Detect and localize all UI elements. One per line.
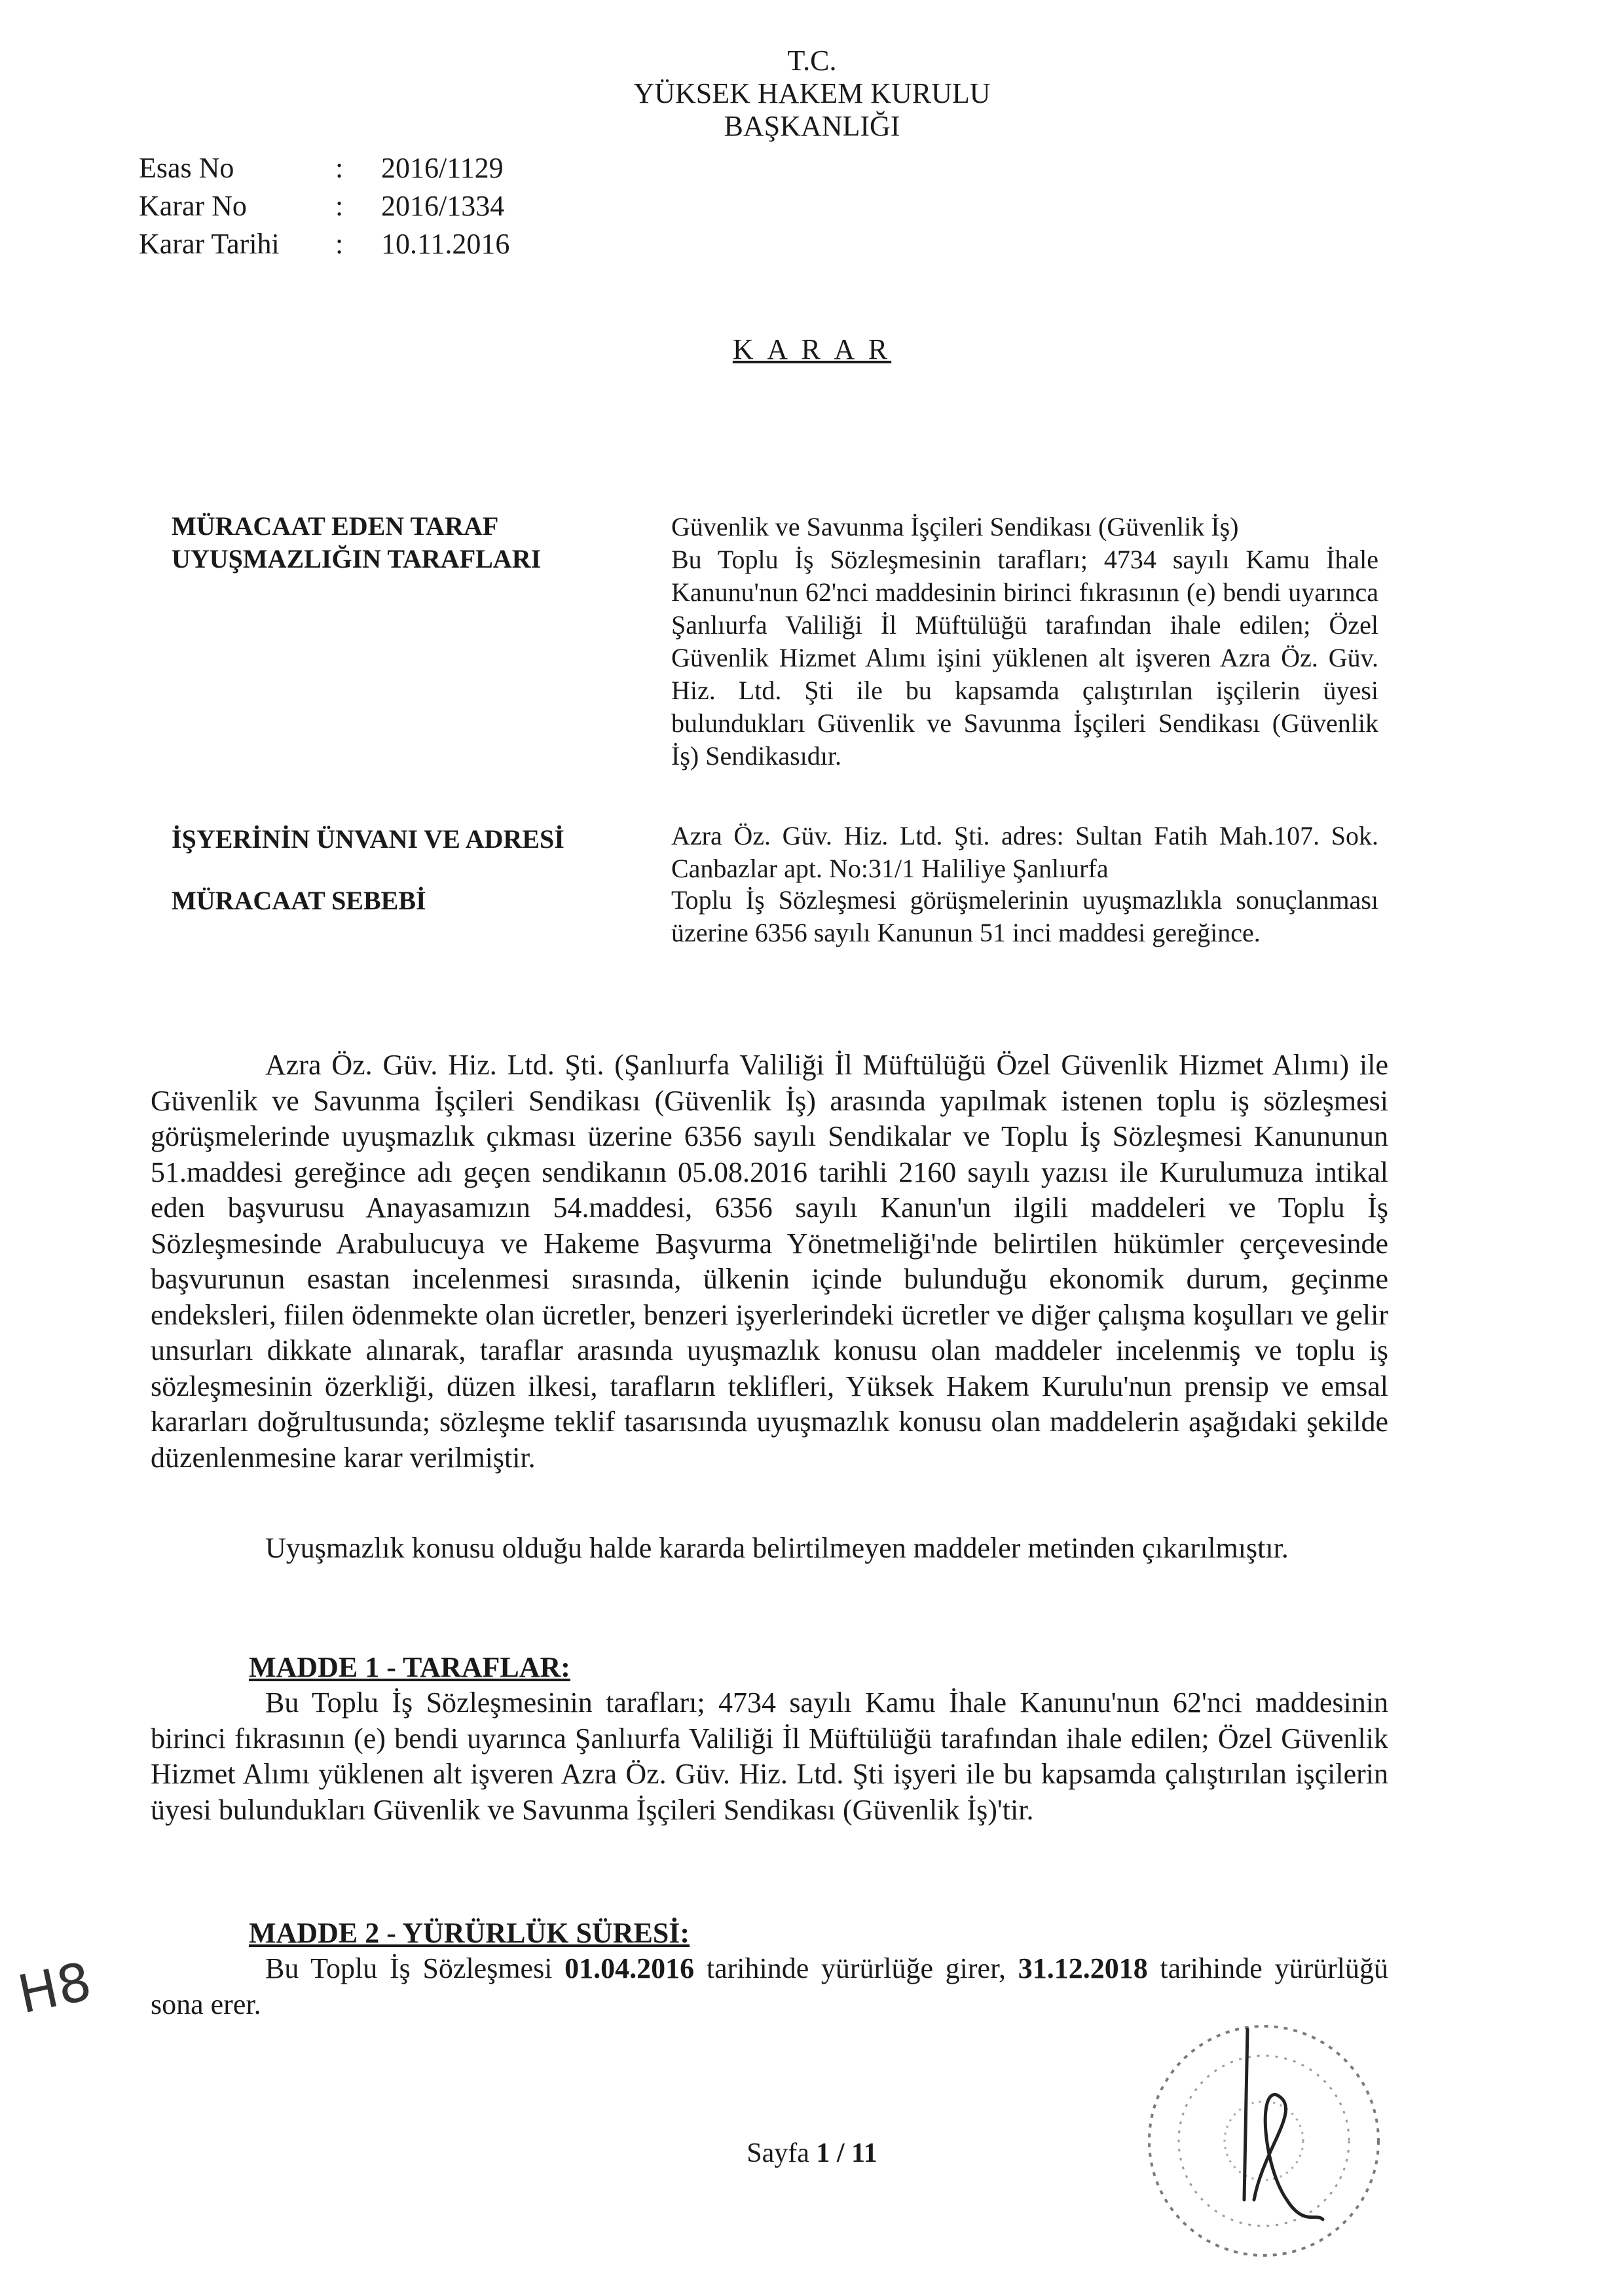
page-number: Sayfa 1 / 11 [747,2138,877,2168]
article-2-title: MADDE 2 - YÜRÜRLÜK SÜRESİ: [249,1917,690,1949]
meta-value: 2016/1129 [381,152,504,184]
signature-icon [1244,2030,1323,2219]
workplace-value: Azra Öz. Güv. Hiz. Ltd. Şti. adres: Sultan Fatih Mah.107. Sok. Canbazlar apt. No:31/1 Haliliye Şanlıurfa [671,821,1378,883]
meta-colon: : [335,190,344,222]
reason-label: MÜRACAAT SEBEBİ [172,886,426,915]
applicant-label: MÜRACAAT EDEN TARAF [172,511,499,541]
meta-label: Esas No [139,152,234,184]
applicant-value: Güvenlik ve Savunma İşçileri Sendikası (Güvenlik İş) [671,512,1239,541]
article-1-title: MADDE 1 - TARAFLAR: [249,1651,570,1683]
meta-colon: : [335,228,344,260]
article-2-text: Bu Toplu İş Sözleşmesi 01.04.2016 tarihinde yürürlüğe girer, 31.12.2018 tarihinde yürürlüğü sona erer. [151,1952,1388,2020]
meta-colon: : [335,152,344,184]
meta-label: Karar No [139,190,247,222]
parties-value: Bu Toplu İş Sözleşmesinin tarafları; 4734 sayılı Kamu İhale Kanunu'nun 62'nci maddesinin birinci fıkrasının (e) bendi uyarınca Şanlıurfa Valiliği İl Müftülüğü tarafından ihale edilen; Özel Güvenlik Hizmet Alımı işini yüklenen alt işveren Azra Öz. Güv. Hiz. Ltd. Şti ile bu kapsamda çalıştırılan işçilerin üyesi bulundukları Güvenlik ve Savunma İşçileri Sendikası (Güvenlik İş) Sendikasıdır. [671,545,1378,771]
meta-label: Karar Tarihi [139,228,280,260]
parties-label: UYUŞMAZLIĞIN TARAFLARI [172,544,542,574]
header-institution: YÜKSEK HAKEM KURULU [633,77,991,109]
meta-karar-tarihi [139,228,509,261]
meta-value: 10.11.2016 [381,228,510,260]
meta-karar-no [139,190,504,223]
decision-title: K A R A R [732,333,892,365]
body-paragraph-1: Azra Öz. Güv. Hiz. Ltd. Şti. (Şanlıurfa Valiliği İl Müftülüğü Özel Güvenlik Hizmet Alımı) ile Güvenlik ve Savunma İşçileri Sendikası (Güvenlik İş) arasında yapılmak istenen toplu iş sözleşmesi görüşmelerinde uyuşmazlık çıkması üzerine 6356 sayılı Sendikalar ve Toplu İş Sözleşmesi Kanununun 51.maddesi gereğince adı geçen sendikanın 05.08.2016 tarihli 2160 sayılı yazısı ile Kurulumuza intikal eden başvurusu Anayasamızın 54.maddesi, 6356 sayılı Kanun'un ilgili maddeleri ve Toplu İş Sözleşmesinde Arabulucuya ve Hakeme Başvurma Yönetmeliği'nde belirtilen hükümler çerçevesinde başvurunun esastan incelenmesi sırasında, ülkenin içinde bulunduğu ekonomik durum, geçinme endeksleri, fiilen ödenmekte olan ücretler, benzeri işyerlerindeki ücretler ve diğer çalışma koşulları ve gelir unsurları dikkate alınarak, taraflar arasında uyuşmazlık konusu olan maddeler incelenmiş ve toplu iş sözleşmesinin özerkliği, düzen ilkesi, tarafların teklifleri, Yüksek Hakem Kurulu'nun prensip ve emsal kararları doğrultusunda; sözleşme teklif tasarısında uyuşmazlık konusu olan maddelerin aşağıdaki şekilde düzenlenmesine karar verilmiştir. [151,1049,1388,1474]
start-date: 01.04.2016 [564,1952,695,1984]
header-department: BAŞKANLIĞI [724,110,900,142]
meta-value: 2016/1334 [381,190,505,222]
end-date: 31.12.2018 [1018,1952,1148,1984]
reason-value: Toplu İş Sözleşmesi görüşmelerinin uyuşmazlıkla sonuçlanması üzerine 6356 sayılı Kanunun 51 inci maddesi gereğince. [671,885,1378,947]
meta-esas-no [139,152,504,185]
header-tc: T.C. [787,45,837,77]
handwritten-note: H8 [12,1950,97,2026]
article-1-text: Bu Toplu İş Sözleşmesinin tarafları; 4734 sayılı Kamu İhale Kanunu'nun 62'nci maddesinin birinci fıkrasının (e) bendi uyarınca Şanlıurfa Valiliği İl Müftülüğü tarafından ihale edilen; Özel Güvenlik Hizmet Alımı yüklenen alt işveren Azra Öz. Güv. Hiz. Ltd. Şti işyeri ile bu kapsamda çalıştırılan işçilerin üyesi bulundukları Güvenlik ve Savunma İşçileri Sendikası (Güvenlik İş)'tir. [151,1686,1388,1826]
workplace-label: İŞYERİNİN ÜNVANI VE ADRESİ [172,824,564,854]
body-paragraph-2: Uyuşmazlık konusu olduğu halde kararda belirtilmeyen maddeler metinden çıkarılmıştır. [265,1532,1289,1564]
